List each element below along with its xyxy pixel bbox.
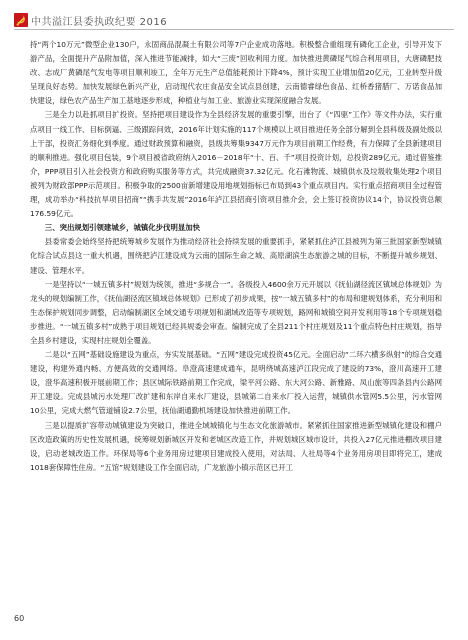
page-number: 60 bbox=[14, 614, 25, 623]
header-title: 中共溢江县委执政纪要 2016 bbox=[31, 17, 168, 28]
page-header bbox=[0, 0, 468, 38]
section-heading-urbanization: 三、突出规划引领建城乡，城镇化步伐明显加快 bbox=[44, 223, 201, 233]
paragraph-project-investment: 三是全力以赴抓项目扩投资。坚持把项目建设作为全县经济发展的重要引擎，出台了《“四驱”工作》等文件办法，实行重点项目一线工作、目标倒逼、三级跟踪问效，2016年计划实施的117个规模以上项目推进任务全部分解到全县科级及副处级以上干部，投资汇务细化到季度。通过财政预算和融资，县级共筹集9347万元作为项目前期工作经费，有力保障了全县新建项目的顺利推进。强化项目包装，9个项目被省政府纳入2016－2018年“十、百、千”项目投资计划，总投资289亿元。通过借鉴推介，PPP项目引入社会投资方和政府购买服务等方式，共完成融资37.32亿元。化石滩物流、城镇供水及垃圾收集处理2个项目被列为财政部PPP示范项目。积极争取的2500亩新增建设用地规划指标已布局到43个重点项目内。实行重点招商项目全过程管理，成功举办“科技抗旱项目招商”“携手共发展”2016年泸江县招商引资项目推介会，会上签订投资协议14个，协议投资总额176.59亿元。 bbox=[30, 110, 442, 219]
paragraph-town-construction: 三是以提质扩容带动城镇建设为突破口，推进全域城镇化与生态文化旅游城市。紧紧抓住国家推进新型城镇化建设和棚户区改造政策的历史性发展机遇，统筹规划新城区开发和老城区改造工作，并规划城区城市设计，共投入27亿元推进棚改项目建设，启动老城改造工作。环保局等6个业务用房过建项目建成投入使用，对法局、人社局等4个业务用房项目即将完工，建成1018套保障性住房。“五馆”规划建设工作全面启动，广龙旅游小镇示范区已开工 bbox=[30, 420, 442, 472]
paragraph-enterprise-support: 持“两个10万元”微型企业130户，永固商品混凝土有限公司等7户企业成功落地。积极整合重组现有磷化工企业，引导开发下游产品，全面提升产品附加值，深入推进节能减排，如大“三废”回收利用力度。加快推进黄磷尾气综合利用项目，大唐磷肥技改、志成厂黄磷尾气发电等项目顺利竣工，全年万元生产总值能耗预计下降4%，预计实现工业增加值20亿元，工业转型升级呈现良好态势。加快发展绿色新兴产业，启动现代农庄食品安全试点县创建，云南德睿绿色食品、红桥香猪腊厂、万诺食品加快建设，绿色农产品生产加工基地逐步形成，种植业与加工业、旅游业实现深度融合发展。 bbox=[30, 40, 442, 106]
party-emblem-icon bbox=[14, 12, 28, 26]
paragraph-urban-rural-intro: 县委常委会始终坚持把统筹城乡发展作为推动经济社会持续发展的重要抓手，紧紧抓住泸江县被列为第三批国家新型城镇化综合试点县这一重大机遇，围绕把泸江建设成为云南的国际生命之城、高原湖滨生态旅游之城的目标，不断提升城乡规划、建设、管理水平。 bbox=[30, 237, 442, 275]
paragraph-planning: 一是坚持以“一城五镇多村”规划为统领，推进“多规合一”。各级投入4600余万元开展以《抚仙湖径流区镇域总体规划》为龙头的规划编制工作，《抚仙湖径流区镇域总体规划》已形成了初步成果，按“一城五镇多村”的布局和建规划体系，充分利用和生态保护规划同步调整，启动编制湖区全域交通专项规划和湖域改造等专项规划，路网和城镇空间开发利用等18个专项规划稳步推进。“一城五镇多村”成熟于项目规划已经具规委会审查。编制完成了全县211个村庄规划及11个重点特色村庄规划，指导全县乡村建设，实现村庄规划全覆盖。 bbox=[30, 279, 442, 345]
document-body bbox=[30, 38, 442, 475]
paragraph-infrastructure: 二是以“五网”基础设施建设为重点，夯实发展基础。“五网”建设完成投资45亿元。全面启动“二环六横多纵射”的综合交通建设，构建外通内畅、方便高效的交通网络。阜澄高速建成通车，昆明绕城高速泸江段完成了建设的73%，澄川高速开工建设，澄华高速积极开展前期工作；县区城际铁路前期工作完成，梁平河公路、东大河公路、新雅路、凤山旅等四条县内公路网开工建设。完成县城污水处理厂改扩建和东岸自来水厂建设，县城第二自来水厂投入运营，城镇供水管网5.5公里，污水管网10公里，完成大燃气管道铺设2.7公里，抚仙湖通勤机场建设加快推进前期工作。 bbox=[30, 350, 442, 416]
header-divider bbox=[14, 29, 454, 30]
